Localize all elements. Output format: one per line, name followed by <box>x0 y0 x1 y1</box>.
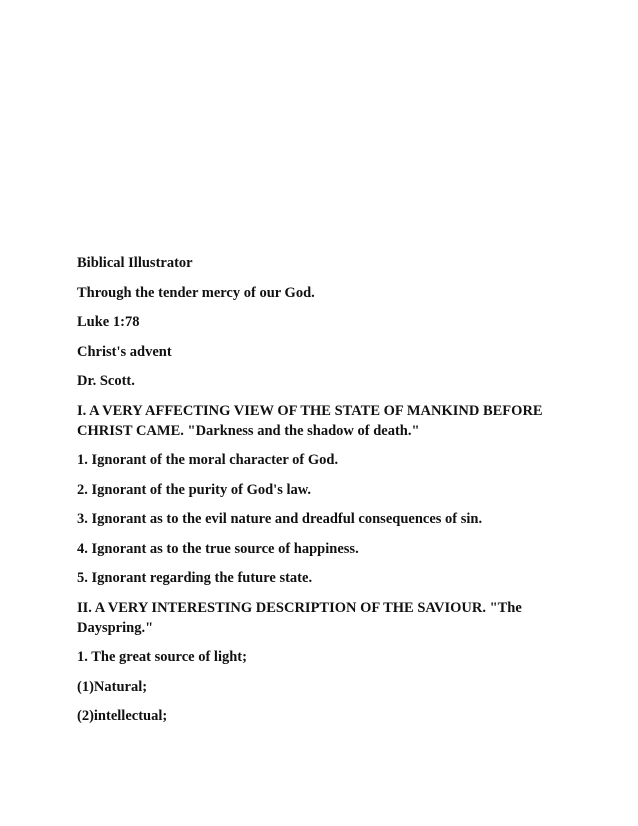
section-heading-1: I. A VERY AFFECTING VIEW OF THE STATE OF MANKIND BEFORE CHRIST CAME. "Darkness and the shadow of death." <box>77 402 543 439</box>
scripture-reference: Luke 1:78 <box>77 314 140 330</box>
section-heading-2: II. A VERY INTERESTING DESCRIPTION OF THE SAVIOUR. "The Dayspring." <box>77 599 522 636</box>
sub-list-item: (2)intellectual; <box>77 708 168 724</box>
list-item: 5. Ignorant regarding the future state. <box>77 570 313 586</box>
list-item: 2. Ignorant of the purity of God's law. <box>77 481 312 498</box>
list-item: 4. Ignorant as to the true source of happiness. <box>77 540 359 557</box>
source-title: Biblical Illustrator <box>77 255 193 271</box>
author: Dr. Scott. <box>77 373 135 389</box>
sub-list-item: (1)Natural; <box>77 678 148 695</box>
sermon-title: Christ's advent <box>77 343 172 360</box>
document-body <box>77 253 577 736</box>
list-item: 1. The great source of light; <box>77 649 247 665</box>
list-item: 3. Ignorant as to the evil nature and dreadful consequences of sin. <box>77 511 483 527</box>
sermon-text: Through the tender mercy of our God. <box>77 284 315 301</box>
list-item: 1. Ignorant of the moral character of God. <box>77 452 339 468</box>
